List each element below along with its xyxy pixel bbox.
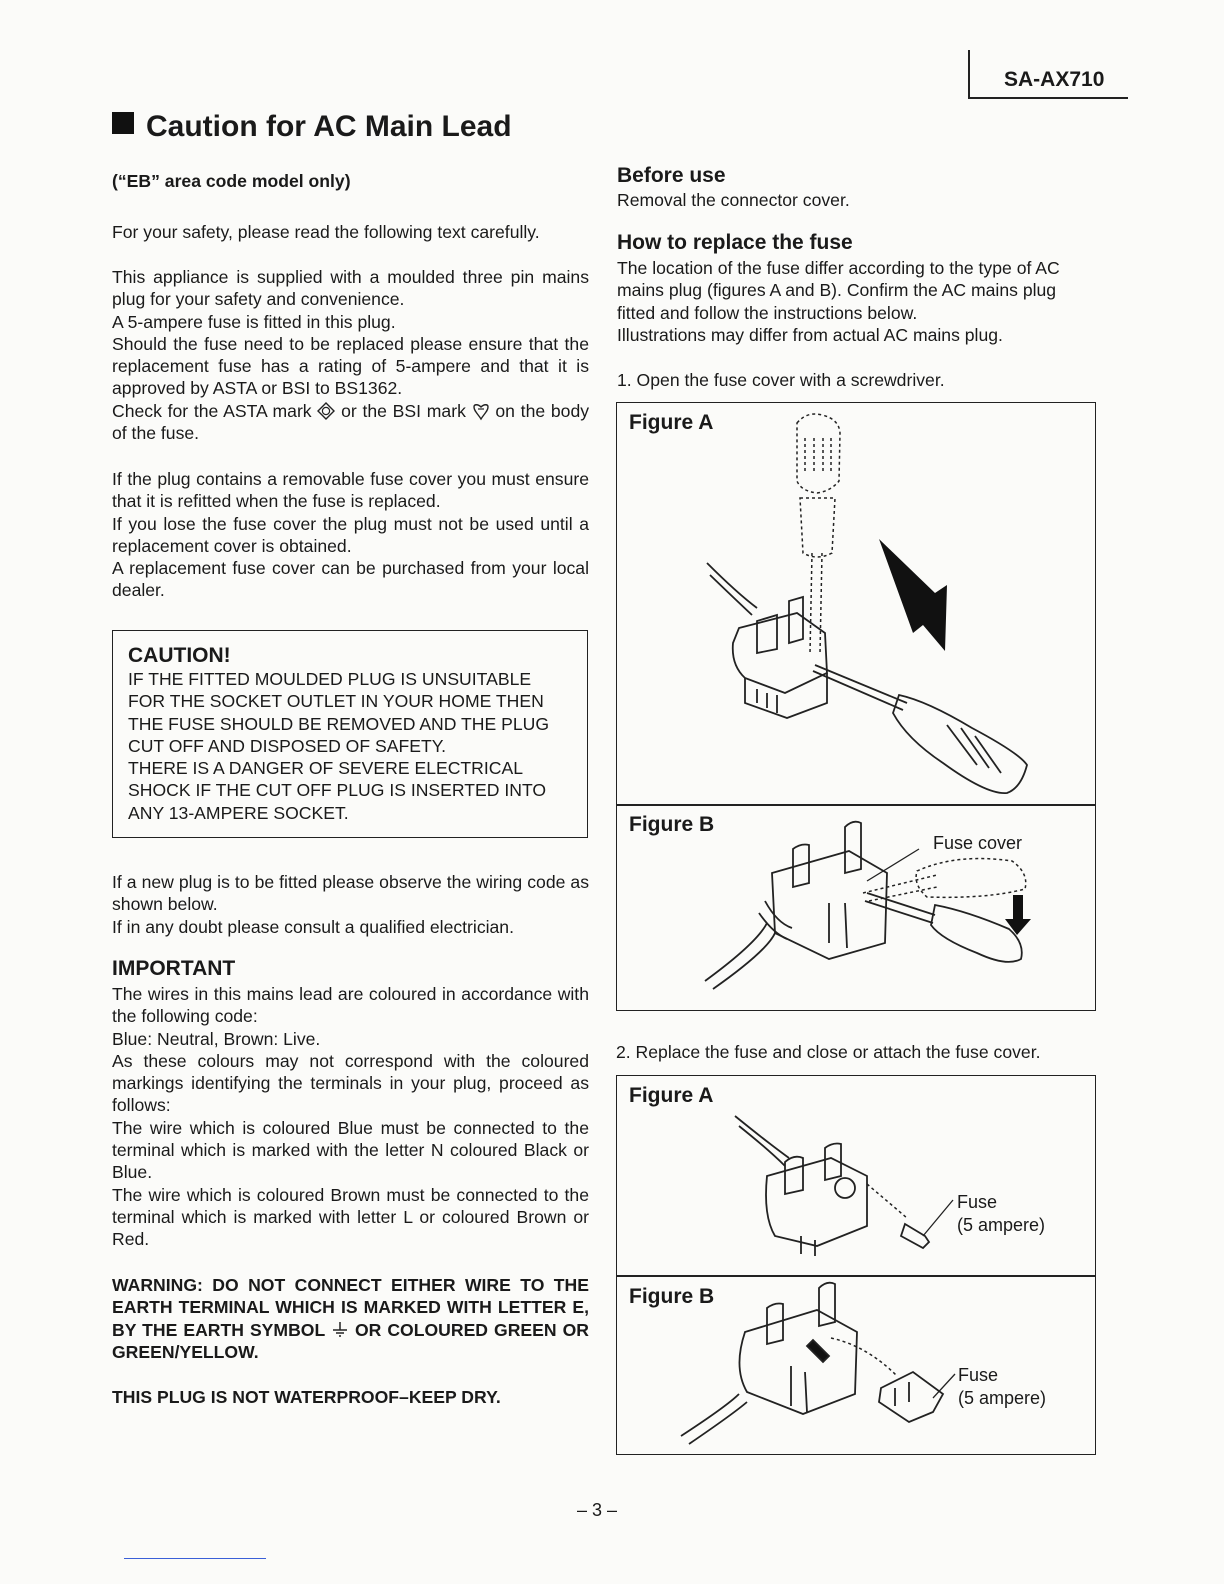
fuse-info-line: This appliance is supplied with a moulded three pin mains plug for your safety and convenience. xyxy=(112,267,589,310)
new-plug-line: If a new plug is to be fitted please observe the wiring code as shown below. xyxy=(112,872,589,915)
new-plug-paragraph xyxy=(112,871,589,938)
fuse-cover-line: If the plug contains a removable fuse cover you must ensure that it is refitted when the fuse is replaced. xyxy=(112,469,589,512)
area-note: (“EB” area code model only) xyxy=(112,171,351,191)
bullet-square-icon xyxy=(112,112,134,134)
before-use-heading: Before use xyxy=(617,164,726,187)
plug-b-icon xyxy=(705,822,887,989)
waterproof-warning: THIS PLUG IS NOT WATERPROOF–KEEP DRY. xyxy=(112,1387,501,1407)
fuse-b-leader xyxy=(933,1374,955,1398)
warning-text: WARNING: DO NOT CONNECT EITHER WIRE TO THE EARTH TERMINAL WHICH IS MARKED WITH LETTER E, BY THE EARTH SYMBOL OR COLOURED GREEN OR GREEN/YELLOW. xyxy=(112,1275,589,1362)
figure-a-label: Figure A xyxy=(629,411,714,434)
screwdriver-icon xyxy=(813,665,1027,793)
fuse-label-a: Fuse (5 ampere) xyxy=(957,1192,1046,1235)
figure-b-label: Figure B xyxy=(629,813,715,836)
important-line: The wires in this mains lead are coloured in accordance with the following code: xyxy=(112,984,589,1027)
replace-fuse-text xyxy=(617,257,1099,346)
caution-title: CAUTION! xyxy=(128,644,231,667)
important-line: As these colours may not correspond with the coloured markings identifying the terminals in your plug, proceed as follows: xyxy=(112,1050,589,1116)
page-title-text: Caution for AC Main Lead xyxy=(146,110,512,143)
caution-line: IF THE FITTED MOULDED PLUG IS UNSUITABLE xyxy=(128,669,532,689)
caution-line: SHOCK IF THE CUT OFF PLUG IS INSERTED INTO xyxy=(128,780,547,801)
fuse-path-a xyxy=(867,1184,907,1218)
fuse-a-icon xyxy=(901,1224,929,1248)
replace-fuse-line: Illustrations may differ from actual AC mains plug. xyxy=(617,324,1003,345)
replace-fuse-heading: How to replace the fuse xyxy=(617,231,853,254)
fuse-cover-line: If you lose the fuse cover the plug must not be used until a replacement cover is obtained. xyxy=(112,513,589,556)
fuse-cover-paragraph xyxy=(112,468,589,602)
fuse-a-leader xyxy=(923,1200,953,1236)
caution-line: THE FUSE SHOULD BE REMOVED AND THE PLUG xyxy=(128,713,550,734)
caution-line: CUT OFF AND DISPOSED OF SAFETY. xyxy=(128,735,447,756)
asta-mark-icon xyxy=(317,402,335,420)
fuse-path-b xyxy=(831,1338,897,1376)
important-heading: IMPORTANT xyxy=(112,957,236,980)
header-rule xyxy=(968,50,970,98)
caution-line: FOR THE SOCKET OUTLET IN YOUR HOME THEN xyxy=(128,691,544,712)
important-line: The wire which is coloured Brown must be connected to the terminal which is marked with letter L or coloured Brown or Red. xyxy=(112,1184,589,1250)
open-fuse-cover-illustration xyxy=(617,403,1097,1012)
screwdriver-b-icon xyxy=(865,893,1022,962)
replace-fuse-line: The location of the fuse differ according to the type of AC mains plug (figures A and B). Confirm the AC mains plug fitted and follow the instructions below. xyxy=(617,258,1060,323)
step-2: 2. Replace the fuse and close or attach the fuse cover. xyxy=(616,1042,1041,1062)
caution-line: THERE IS A DANGER OF SEVERE ELECTRICAL xyxy=(128,758,523,779)
new-plug-line: If in any doubt please consult a qualified electrician. xyxy=(112,916,514,937)
page-title xyxy=(112,110,512,144)
important-line: Blue: Neutral, Brown: Live. xyxy=(112,1028,321,1049)
important-text xyxy=(112,983,589,1251)
fuse-cover-label: Fuse cover xyxy=(933,833,1023,853)
model-number: SA-AX710 xyxy=(1004,68,1105,91)
replace-fuse-figures xyxy=(616,1075,1096,1455)
replace-fuse-illustration xyxy=(617,1076,1097,1456)
important-line: The wire which is coloured Blue must be connected to the terminal which is marked with the letter N coloured Black or Blue. xyxy=(112,1117,589,1183)
asta-bsi-check: Check for the ASTA mark or the BSI mark on the body of the fuse. xyxy=(112,400,590,444)
fuse-cover-line: A replacement fuse cover can be purchased from your local dealer. xyxy=(112,558,589,601)
plug-a2-icon xyxy=(735,1116,867,1256)
header-underline xyxy=(968,97,1128,99)
before-use-text: Removal the connector cover. xyxy=(617,190,850,210)
plug-a-icon xyxy=(707,563,827,718)
step-1: 1. Open the fuse cover with a screwdriver. xyxy=(617,370,945,390)
fuse-info-line: A 5-ampere fuse is fitted in this plug. xyxy=(112,311,396,332)
caution-line: ANY 13-AMPERE SOCKET. xyxy=(128,802,349,823)
intro-text: For your safety, please read the following text carefully. xyxy=(112,222,540,242)
figure-b-label-2: Figure B xyxy=(629,1285,715,1308)
fuse-label-b: Fuse (5 ampere) xyxy=(958,1365,1047,1408)
open-fuse-cover-figures xyxy=(616,402,1096,1011)
rotation-arrow-icon xyxy=(879,539,947,651)
fuse-info-paragraph xyxy=(112,266,589,444)
caution-box xyxy=(112,630,588,838)
earth-symbol-icon xyxy=(331,1322,349,1338)
figure-a-label-2: Figure A xyxy=(629,1084,714,1107)
footer-line xyxy=(124,1558,266,1559)
fuse-info-line: Should the fuse need to be replaced please ensure that the replacement fuse has a rating of 5-ampere and that it is approved by ASTA or BSI to BS1362. xyxy=(112,333,589,399)
plug-b2-icon xyxy=(681,1283,857,1444)
page-number: – 3 – xyxy=(577,1500,618,1520)
caution-text xyxy=(128,668,549,824)
bsi-kitemark-icon xyxy=(472,402,490,420)
